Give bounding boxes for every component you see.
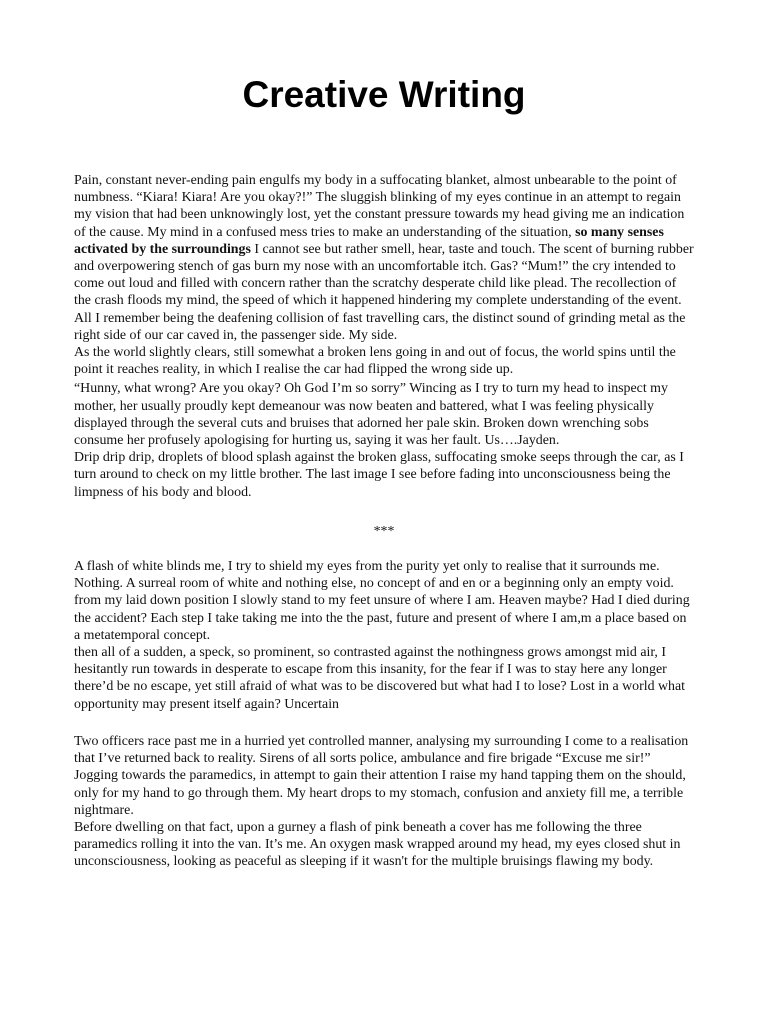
paragraph-8: Before dwelling on that fact, upon a gurney a flash of pink beneath a cover has me following the three paramedics rolling it into the van. It’s me. An oxygen mask wrapped around my head, my eyes closed shut in unconsciousness, looking as peaceful as sleeping if it wasn't for the multiple bruisings flawing my body. bbox=[74, 819, 681, 870]
paragraph-1 bbox=[74, 172, 694, 344]
paragraph-1-text-b: I cannot see but rather smell, hear, taste and touch. The scent of burning rubber and overpowering stench of gas burn my nose with an uncomfortable itch. Gas? “Mum!” the cry intended to come out loud and filled with concern rather than the scratchy desperate child like plead. The recollection of the crash floods my mind, the speed of which it happened hindering my complete understanding of the event. All I remember being the deafening collision of fast travelling cars, the distinct sound of grinding metal as the right side of our car caved in, the passenger side. My side. bbox=[74, 241, 694, 343]
section-separator: *** bbox=[373, 523, 395, 539]
paragraph-5: A flash of white blinds me, I try to shield my eyes from the purity yet only to realise that it surrounds me. Nothing. A surreal room of white and nothing else, no concept of and en or a beginning only an empty void. from my laid down position I slowly stand to my feet unsure of where I am. Heaven maybe? Had I died during the accident? Each step I take taking me into the the past, future and present of where I am,m a place based on a metatemporal concept. bbox=[74, 559, 690, 643]
paragraph-2: As the world slightly clears, still somewhat a broken lens going in and out of focus, the world spins until the point it reaches reality, in which I realise the car had flipped the wrong side up. bbox=[74, 345, 676, 378]
paragraph-6: then all of a sudden, a speck, so prominent, so contrasted against the nothingness grows amongst mid air, I hesitantly run towards in desperate to escape from this insanity, for the fear if I was to stay here any longer there’d be no escape, yet still afraid of what was to be discovered but what had I to lose? Lost in a world what opportunity may present itself again? Uncertain bbox=[74, 645, 685, 712]
paragraph-3: “Hunny, what wrong? Are you okay? Oh God I’m so sorry” Wincing as I try to turn my head to inspect my mother, her usually proudly kept demeanour was now beaten and battered, what I was feeling physically displayed through the several cuts and bruises that adorned her pale skin. Broken down wrenching sobs consume her profusely apologising for hurting us, saying it was her fault. Us….Jayden. bbox=[74, 381, 668, 449]
document-title: Creative Writing bbox=[242, 74, 526, 115]
paragraph-1-bold-phrase: so many senses activated by the surroundings bbox=[74, 224, 664, 257]
paragraph-4: Drip drip drip, droplets of blood splash against the broken glass, suffocating smoke seeps through the car, as I turn around to check on my little brother. The last image I see before fading into unconsciousness being the limpness of his body and blood. bbox=[74, 450, 684, 500]
paragraph-7: Two officers race past me in a hurried yet controlled manner, analysing my surrounding I come to a realisation that I’ve returned back to reality. Sirens of all sorts police, ambulance and fire brigade “Excuse me sir!” Jogging towards the paramedics, in attempt to gain their attention I raise my hand tapping them on the should, only for my hand to go through them. My heart drops to my stomach, confusion and anxiety fill me, a terrible nightmare. bbox=[74, 733, 689, 818]
paragraph-1-text-a: Pain, constant never-ending pain engulfs my body in a suffocating blanket, almost unbearable to the point of numbness. “Kiara! Kiara! Are you okay?!” The sluggish blinking of my eyes continue in an attempt to regain my vision that had been unknowingly lost, yet the constant pressure towards my head giving me an indication of the cause. My mind in a confused mess tries to make an understanding of the situation, bbox=[74, 173, 685, 240]
document-body bbox=[74, 172, 694, 871]
